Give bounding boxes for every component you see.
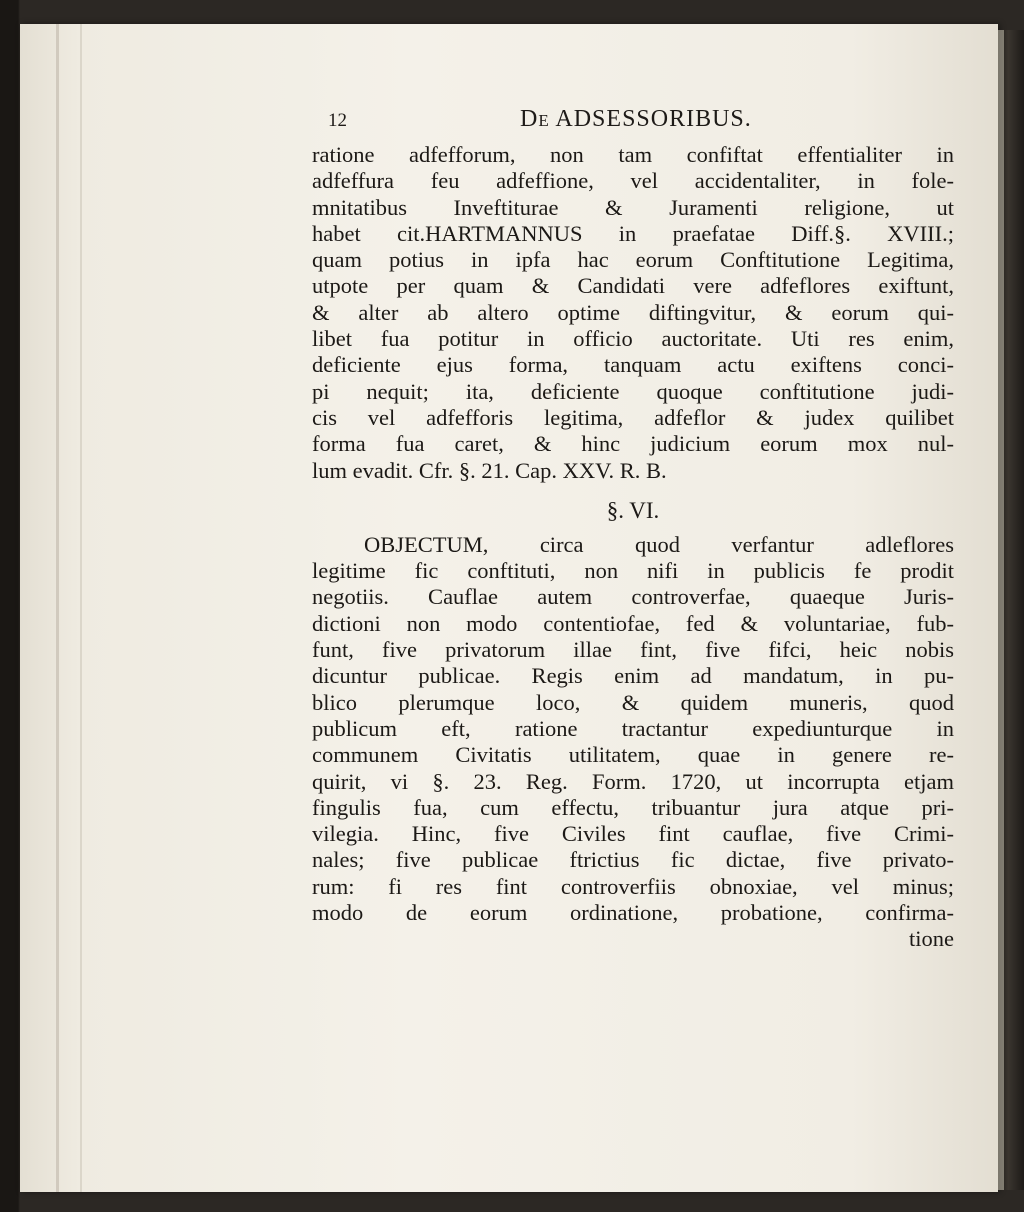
text-line: quirit, vi §. 23. Reg. Form. 1720, ut incorrupta etjam — [312, 768, 954, 794]
catchword: tione — [909, 926, 954, 952]
text-line: funt, five privatorum illae fint, five fifci, heic nobis — [312, 637, 954, 663]
text-line: adfeffura feu adfeffione, vel accidentaliter, in fole- — [312, 168, 954, 194]
text-line: dictioni non modo contentiofae, fed & voluntariae, fub- — [312, 610, 954, 636]
page-header — [20, 106, 998, 136]
text-line: quam potius in ipfa hac eorum Conftitutione Legitima, — [312, 247, 954, 273]
page-leaf-edge — [998, 30, 1004, 1190]
next-page-edge — [998, 30, 1024, 1190]
body-text — [312, 142, 954, 953]
text-line: communem Civitatis utilitatem, quae in genere re- — [312, 742, 954, 768]
text-line: & alter ab altero optime diftingvitur, & eorum qui- — [312, 299, 954, 325]
text-line: publicum eft, ratione tractantur expediunturque in — [312, 715, 954, 741]
text-line: pi nequit; ita, deficiente quoque conftitutione judi- — [312, 378, 954, 404]
text-line: legitime fic conftituti, non nifi in publicis fe prodit — [312, 558, 954, 584]
text-line: negotiis. Cauflae autem controverfae, quaeque Juris- — [312, 584, 954, 610]
paragraph-2 — [312, 532, 954, 926]
text-line: fingulis fua, cum effectu, tribuantur jura atque pri- — [312, 794, 954, 820]
text-line: OBJECTUM, circa quod verfantur adleflores — [364, 531, 954, 557]
text-line: utpote per quam & Candidati vere adfeflores exiftunt, — [312, 273, 954, 299]
text-line: nales; five publicae ftrictius fic dictae, five privato- — [312, 847, 954, 873]
text-line: modo de eorum ordinatione, probatione, confirma- — [312, 900, 954, 926]
text-line: blico plerumque loco, & quidem muneris, quod — [312, 689, 954, 715]
text-line: lum evadit. Cfr. §. 21. Cap. XXV. R. B. — [312, 457, 667, 483]
text-line: vilegia. Hinc, five Civiles fint cauflae, five Crimi- — [312, 821, 954, 847]
section-heading: §. VI. — [606, 497, 660, 523]
text-line: forma fua caret, & hinc judicium eorum mox nul- — [312, 431, 954, 457]
paragraph-1 — [312, 142, 954, 484]
text-line: mnitatibus Inveftiturae & Juramenti religione, ut — [312, 194, 954, 220]
text-line: dicuntur publicae. Regis enim ad mandatum, in pu- — [312, 663, 954, 689]
text-line: ratione adfefforum, non tam confiftat effentialiter in — [312, 142, 954, 167]
text-line: libet fua potitur in officio auctoritate. Uti res enim, — [312, 326, 954, 352]
page-number: 12 — [328, 110, 347, 131]
text-line: rum: fi res fint controverfiis obnoxiae, vel minus; — [312, 873, 954, 899]
text-line: habet cit.HARTMANNUS in praefatae Diff.§. XVIII.; — [312, 220, 954, 246]
running-title: De ADSESSORIBUS. — [520, 106, 752, 132]
text-line: deficiente ejus forma, tanquam actu exiftens conci- — [312, 352, 954, 378]
text-line: cis vel adfefforis legitima, adfeflor & judex quilibet — [312, 404, 954, 430]
